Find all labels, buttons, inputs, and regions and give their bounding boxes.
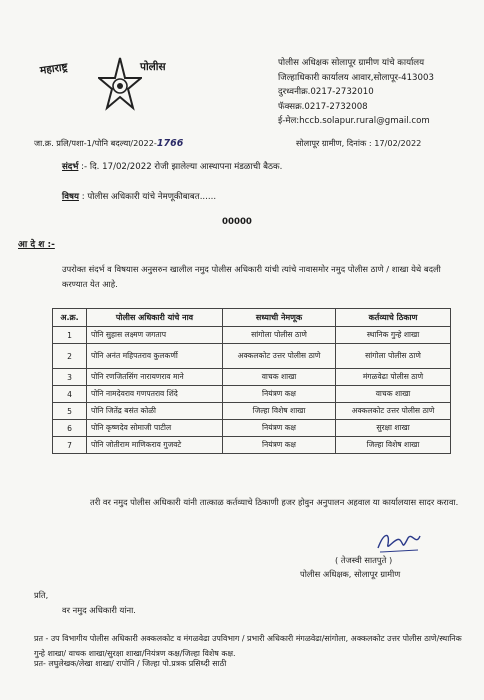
col-header-new-posting: कर्तव्याचे ठिकाण <box>336 309 451 327</box>
cell-serial: 1 <box>53 327 87 344</box>
office-address <box>278 56 478 129</box>
cell-current-posting: नियंत्रण कक्ष <box>223 420 336 437</box>
cell-new-posting: मंगळवेढा पोलीस ठाणे <box>336 369 451 386</box>
place-date: सोलापूर ग्रामीण, दिनांक : 17/02/2022 <box>296 138 422 148</box>
cell-new-posting: जिल्हा विशेष शाखा <box>336 437 451 454</box>
copy-to-line: प्रत - उप विभागीय पोलीस अधिकारी अक्कलकोट व मंगळवेढा उपविभाग / प्रभारी अधिकारी मंगळवेढा/सांगोला, अक्कलकोट उत्तर पोलीस ठाणे/स्थानिक गुन्हे शाखा/ वाचक शाखा/सुरक्षा शाखा/नियंत्रण कक्ष/जिल्हा विशेष कक्ष. <box>34 634 462 658</box>
addressee-text: वर नमुद अधिकारी यांना. <box>62 605 136 615</box>
addressee-label: प्रति, <box>34 590 49 600</box>
office-line: ई-मेल:hccb.solapur.rural@gmail.com <box>278 116 430 127</box>
subject-section <box>62 190 216 202</box>
handwritten-number: 1766 <box>156 138 184 149</box>
reference-section <box>62 160 282 172</box>
col-header-officer: पोलीस अधिकारी यांचे नाव <box>87 309 223 327</box>
signatory-designation: पोलीस अधिक्षक, सोलापूर ग्रामीण <box>300 569 401 579</box>
cell-new-posting: स्थानिक गुन्हे शाखा <box>336 327 451 344</box>
table-row <box>53 403 451 420</box>
cell-current-posting: सांगोला पोलीस ठाणे <box>223 327 336 344</box>
cell-new-posting: सुरक्षा शाखा <box>336 420 451 437</box>
emblem-left-text: महाराष्ट्र <box>39 61 69 77</box>
order-heading: आ दे श :- <box>18 240 55 250</box>
office-line: दुरध्वनीक्र.0217-2732010 <box>278 87 374 98</box>
table-row <box>53 369 451 386</box>
cell-current-posting: नियंत्रण कक्ष <box>223 437 336 454</box>
cell-serial: 4 <box>53 386 87 403</box>
cell-officer: पोनि जोतीराम माणिकराव गुजवटे <box>87 437 223 454</box>
cell-serial: 5 <box>53 403 87 420</box>
cell-new-posting: सांगोला पोलीस ठाणे <box>336 344 451 369</box>
cell-current-posting: वाचक शाखा <box>223 369 336 386</box>
col-header-serial: अ.क्र. <box>53 309 87 327</box>
reference-label: संदर्भ <box>62 162 79 172</box>
cell-new-posting: अक्कलकोट उत्तर पोलीस ठाणे <box>336 403 451 420</box>
cell-serial: 7 <box>53 437 87 454</box>
cell-serial: 6 <box>53 420 87 437</box>
star-badge-icon <box>98 56 142 118</box>
cell-officer: पोनि जितेंद्र बसंत कोळी <box>87 403 223 420</box>
emblem-right-text: पोलीस <box>140 61 166 73</box>
outward-number <box>34 138 183 149</box>
office-line: फॅक्सक्र.0217-2732008 <box>278 101 368 112</box>
separator: 00000 <box>222 217 252 227</box>
cell-officer: पोनि नामदेवराव गणपतराव शिंदे <box>87 386 223 403</box>
signature-scribble <box>374 528 424 556</box>
cell-new-posting: वाचक शाखा <box>336 386 451 403</box>
table-row <box>53 420 451 437</box>
cell-current-posting: जिल्हा विशेष शाखा <box>223 403 336 420</box>
table-row <box>53 327 451 344</box>
reference-text: :- दि. 17/02/2022 रोजी झालेल्या आस्थापना मंडळाची बैठक. <box>81 162 283 172</box>
cell-officer: पोनि अनंत महिपतराव कुलकर्णी <box>87 344 223 369</box>
col-header-current-posting: सध्याची नेमणूक <box>223 309 336 327</box>
police-emblem <box>40 52 190 122</box>
table-header-row <box>53 309 451 327</box>
office-line: पोलीस अधिक्षक सोलापूर ग्रामीण यांचे कार्यालय <box>278 58 425 68</box>
cell-current-posting: अक्कलकोट उत्तर पोलीस ठाणे <box>223 344 336 369</box>
transfer-table <box>52 308 451 454</box>
outward-number-prefix: जा.क्र. प्रलि/पशा-1/पोनि बदल्या/2022- <box>34 138 157 148</box>
subject-label: विषय <box>62 192 79 202</box>
closing-instruction: तरी वर नमुद पोलीस अधिकारी यांनी तात्काळ कर्तव्याचे ठिकाणी हजर होवुन अनुपालन अहवाल या कार्यालयास सादर करावा. <box>90 497 459 507</box>
cell-serial: 3 <box>53 369 87 386</box>
subject-text: : पोलीस अधिकारी यांचे नेमणूकीबाबत...... <box>81 192 217 202</box>
signatory-name: ( तेजस्वी सातपुते ) <box>335 555 393 565</box>
cell-officer: पोनि सुहास लक्ष्मण जगताप <box>87 327 223 344</box>
cell-current-posting: नियंत्रण कक्ष <box>223 386 336 403</box>
copy-to-line: प्रत- लघुलेखक/लेखा शाखा/ रापोनि / जिल्हा पो.प्रत्रक प्रसिध्दी साठी <box>34 659 227 668</box>
cell-serial: 2 <box>53 344 87 369</box>
table-row <box>53 386 451 403</box>
table-row <box>53 437 451 454</box>
office-line: जिल्हाधिकारी कार्यालय आवार,सोलापूर-413003 <box>278 72 434 83</box>
cell-officer: पोनि कृष्णदेव सोमाजी पाटील <box>87 420 223 437</box>
table-row <box>53 344 451 369</box>
order-intro: उपरोक्त संदर्भ व विषयास अनुसरुन खालील नमुद पोलीस अधिकारी यांची त्यांचे नावासमोर नमुद पोलीस ठाणे / शाखा येथे बदली करण्यात येत आहे. <box>62 264 441 289</box>
cell-officer: पोनि रणजितसिंग नारायणराव माने <box>87 369 223 386</box>
